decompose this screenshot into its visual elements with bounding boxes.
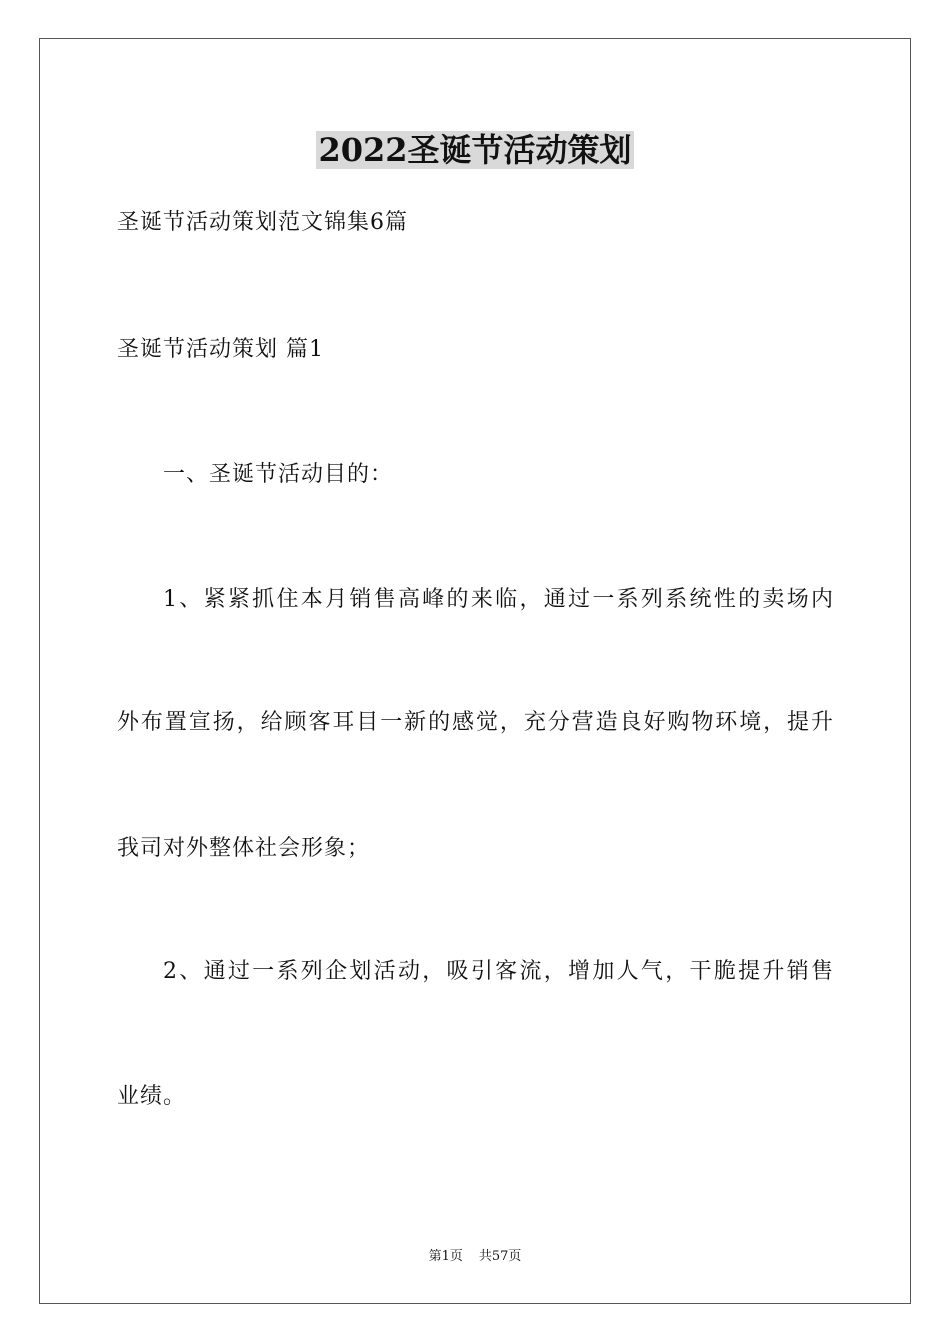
document-title-text: 2022圣诞节活动策划 xyxy=(318,131,632,169)
page-number-total: 共57页 xyxy=(478,1249,522,1264)
paragraph-2-line-2: 业绩。 xyxy=(117,1084,187,1109)
paragraph-1-line-3: 我司对外整体社会形象； xyxy=(117,836,371,861)
document-title xyxy=(0,128,950,172)
heading-purpose: 一、圣诞节活动目的： xyxy=(163,462,394,487)
page-footer xyxy=(0,1248,950,1266)
page-number-current: 第1页 xyxy=(428,1249,463,1264)
paragraph-2-line-1: 2、通过一系列企划活动，吸引客流，增加人气，干脆提升销售 xyxy=(163,959,833,984)
section-heading: 圣诞节活动策划 篇1 xyxy=(117,337,324,362)
paragraph-1-line-1: 1、紧紧抓住本月销售高峰的来临，通过一系列系统性的卖场内 xyxy=(163,587,833,612)
paragraph-1-line-2: 外布置宣扬，给顾客耳目一新的感觉，充分营造良好购物环境，提升 xyxy=(117,710,833,735)
document-subtitle: 圣诞节活动策划范文锦集6篇 xyxy=(117,210,408,235)
